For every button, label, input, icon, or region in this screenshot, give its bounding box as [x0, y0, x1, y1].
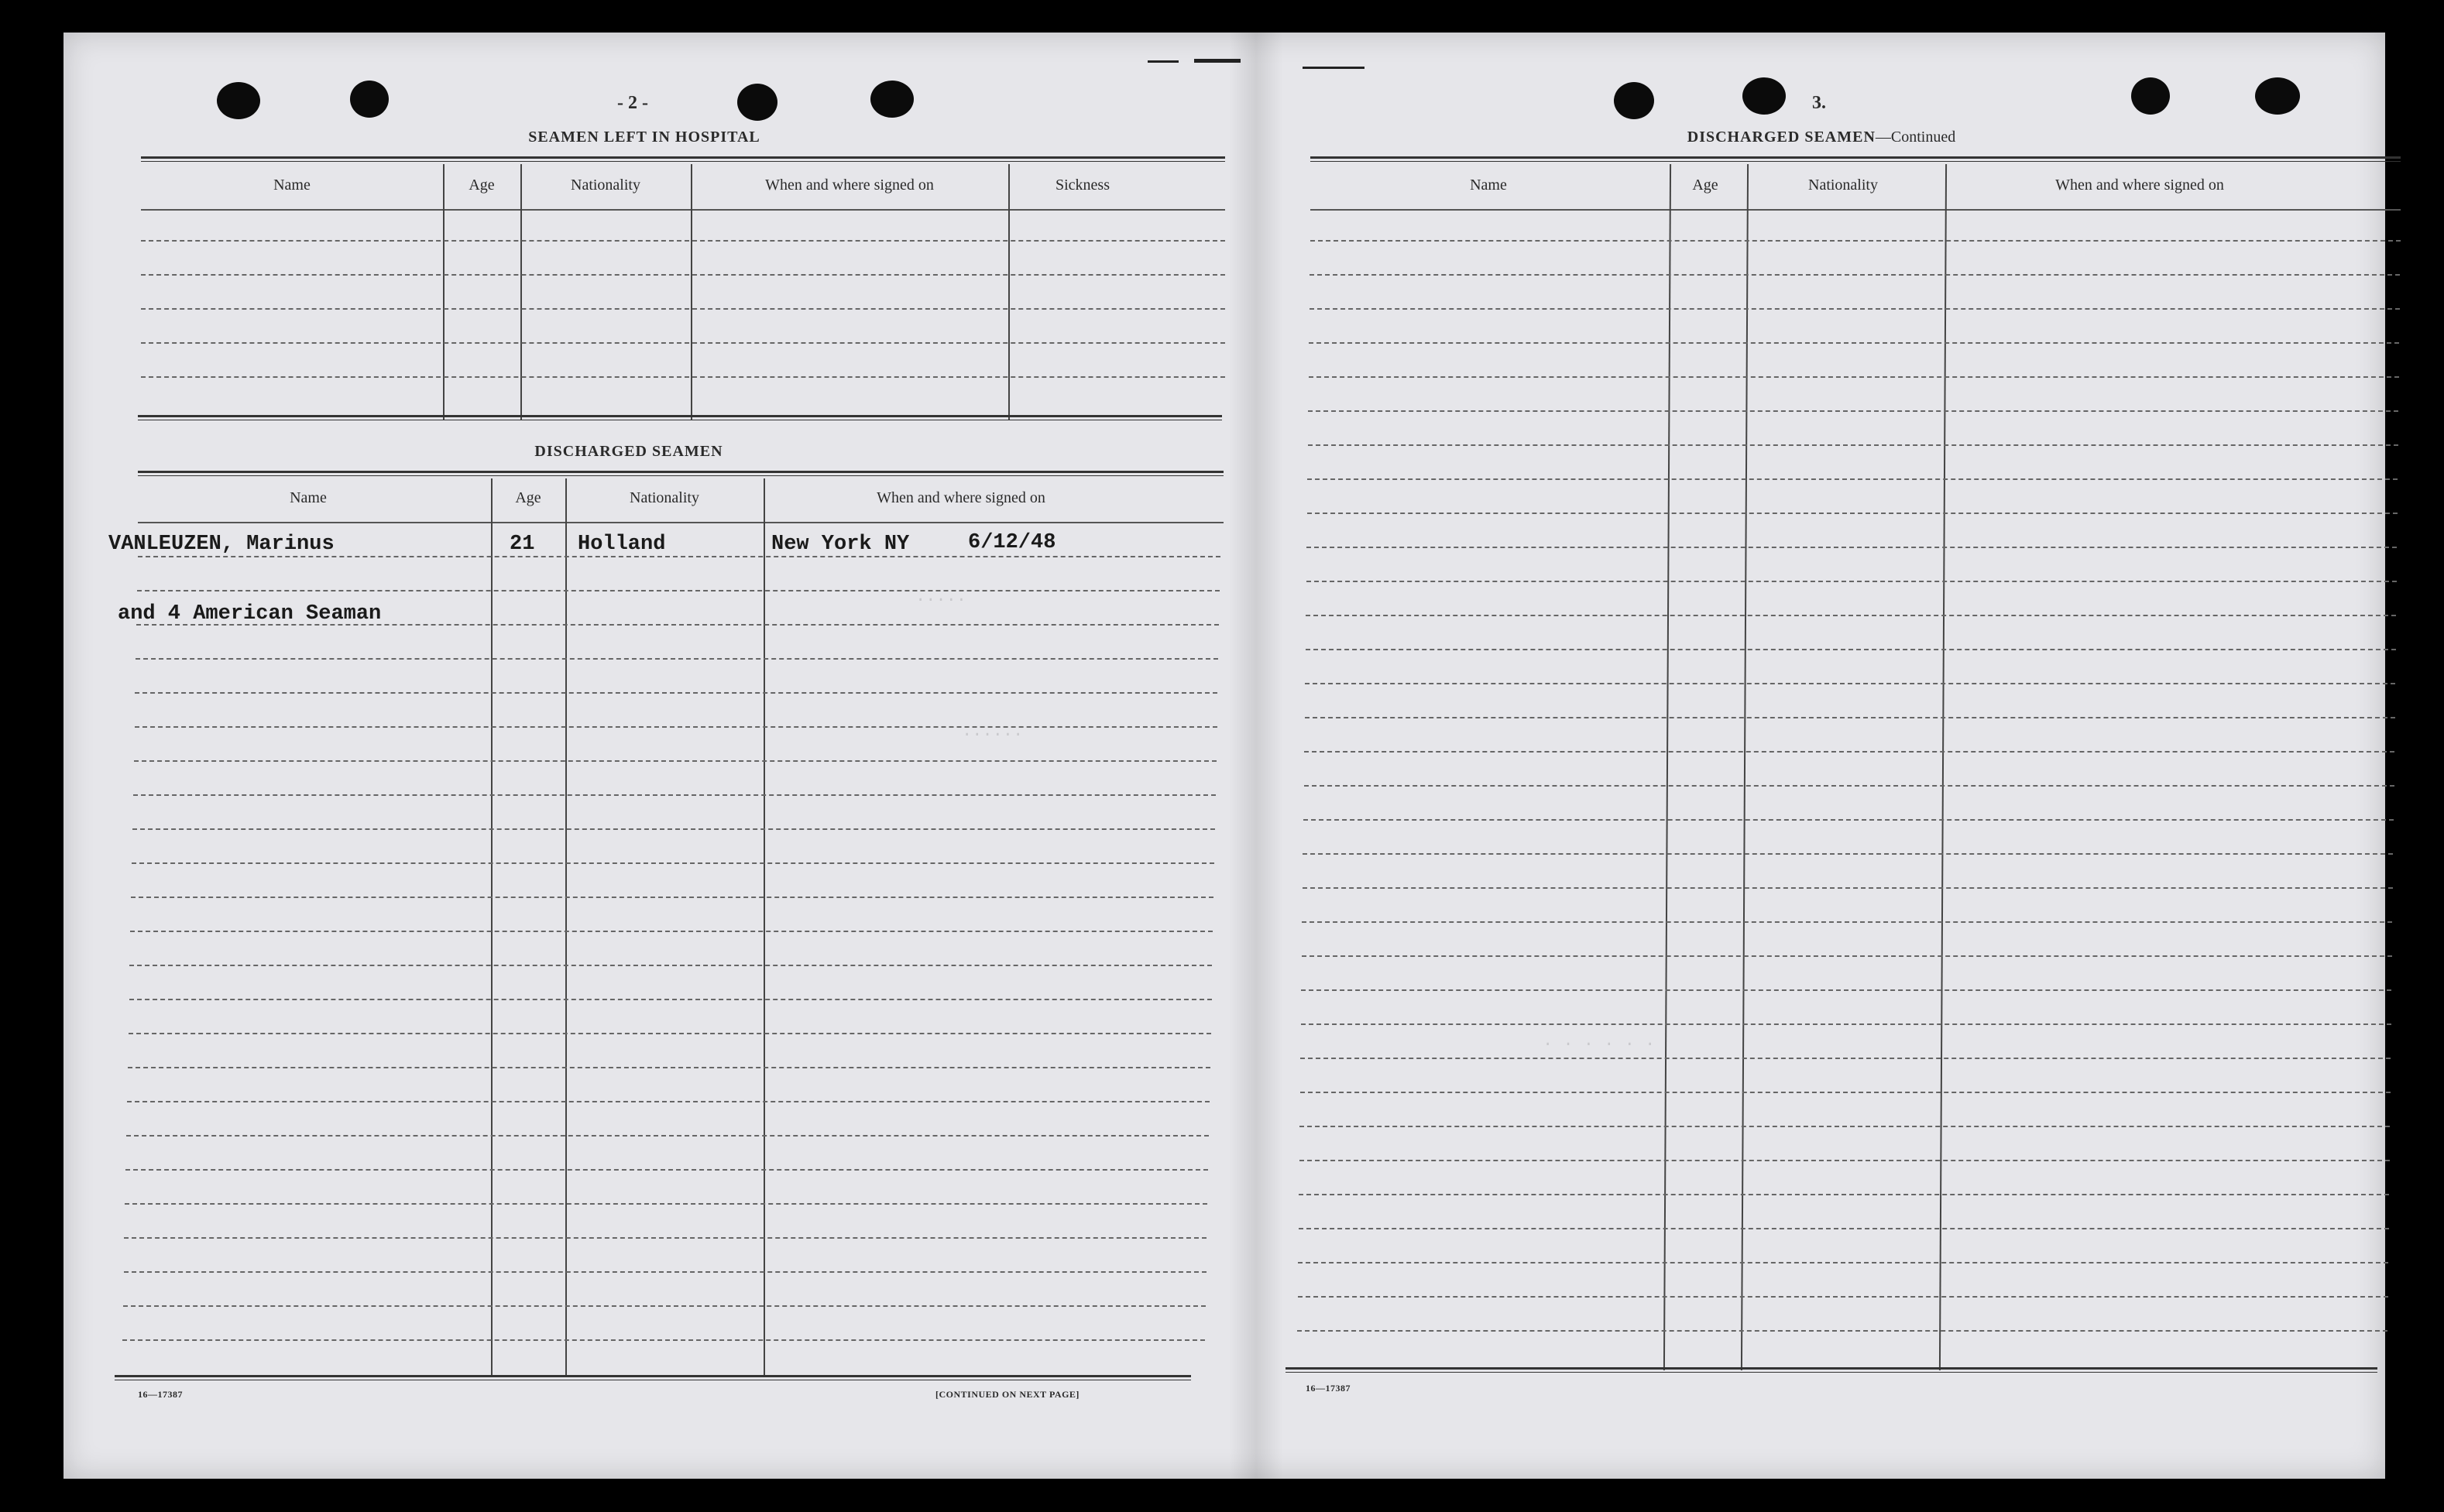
col-divider	[1939, 164, 1947, 1370]
row-line	[125, 1169, 1208, 1171]
row-line	[136, 624, 1219, 626]
row-line	[141, 342, 1225, 344]
col-header-nationality: Nationality	[630, 489, 699, 506]
row-line	[1299, 1160, 2390, 1161]
row-line	[141, 240, 1225, 242]
col-divider	[764, 478, 765, 1375]
row-line	[1306, 649, 2396, 650]
punch-hole	[350, 81, 389, 118]
row-line	[1307, 478, 2398, 480]
row-line	[1304, 785, 2394, 787]
page-number-left: - 2 -	[617, 93, 648, 113]
row-line	[1306, 615, 2396, 616]
seaman-age: 21	[510, 533, 535, 556]
row-line	[141, 274, 1225, 276]
punch-hole	[737, 84, 777, 121]
row-line	[1309, 342, 2399, 344]
row-line	[133, 794, 1216, 796]
row-line	[129, 1033, 1211, 1034]
row-line	[135, 692, 1217, 694]
row-line	[1298, 1262, 2388, 1263]
col-divider	[491, 478, 493, 1375]
row-line	[1310, 240, 2401, 242]
col-header-age: Age	[1692, 177, 1718, 194]
punch-hole	[2131, 77, 2170, 115]
col-divider	[520, 164, 522, 420]
row-line	[1298, 1296, 2388, 1298]
col-header-name: Name	[1470, 177, 1507, 194]
seaman-signed-place: New York NY	[771, 533, 910, 556]
table-top-rule	[141, 156, 1225, 162]
row-line	[1306, 581, 2397, 582]
row-line	[1302, 955, 2392, 957]
row-line	[135, 726, 1217, 728]
row-line	[1307, 513, 2398, 514]
form-number-left: 16—17387	[138, 1389, 183, 1400]
row-line	[1299, 1194, 2389, 1195]
col-divider	[1008, 164, 1010, 420]
bleed-through: .....	[915, 587, 967, 606]
row-line	[129, 999, 1212, 1000]
row-line	[122, 1339, 1205, 1341]
form-number-right: 16—17387	[1306, 1383, 1351, 1394]
row-line	[1301, 989, 2391, 991]
row-line	[131, 897, 1213, 898]
col-divider	[443, 164, 445, 420]
scan-mark	[1148, 60, 1179, 63]
hospital-title: SEAMEN LEFT IN HOSPITAL	[528, 129, 760, 146]
continued-note: [CONTINUED ON NEXT PAGE]	[935, 1389, 1080, 1400]
row-line	[138, 556, 1220, 557]
row-line	[1305, 717, 2395, 718]
row-line	[127, 1101, 1210, 1102]
table-bottom-rule	[1286, 1367, 2377, 1373]
punch-hole	[870, 81, 914, 118]
row-line	[1300, 1092, 2391, 1093]
row-line	[1299, 1228, 2389, 1229]
row-line	[1297, 1330, 2387, 1332]
table-top-rule	[1310, 156, 2401, 162]
scan-mark	[1303, 67, 1364, 69]
col-header-name: Name	[290, 489, 327, 506]
discharged-continued-title	[1581, 129, 2061, 146]
row-line	[1303, 819, 2394, 821]
table-bottom-rule	[115, 1375, 1191, 1380]
seaman-name: VANLEUZEN, Marinus	[108, 533, 335, 556]
row-line	[1304, 751, 2394, 753]
header-rule	[1310, 209, 2401, 211]
col-header-nationality: Nationality	[571, 177, 640, 194]
punch-hole	[2255, 77, 2300, 115]
row-line	[1301, 1023, 2391, 1025]
row-line	[1308, 410, 2398, 412]
row-line	[1303, 853, 2393, 855]
col-header-signed-on: When and where signed on	[2055, 177, 2224, 194]
row-line	[141, 376, 1225, 378]
row-line	[1303, 887, 2393, 889]
row-line	[123, 1305, 1206, 1307]
seaman-nationality: Holland	[578, 533, 666, 556]
col-header-age: Age	[469, 177, 495, 194]
row-line	[132, 862, 1214, 864]
row-line	[124, 1237, 1207, 1239]
punch-hole	[1614, 82, 1654, 119]
row-line	[125, 1203, 1207, 1205]
row-line	[141, 308, 1225, 310]
col-header-sickness: Sickness	[1056, 177, 1110, 194]
row-line	[1306, 547, 2397, 548]
header-rule	[138, 522, 1224, 523]
header-rule	[141, 209, 1225, 211]
row-line	[137, 590, 1220, 591]
table-top-rule	[138, 471, 1224, 476]
row-line	[126, 1135, 1209, 1137]
title-text: DISCHARGED SEAMEN	[1687, 129, 1876, 146]
row-line	[136, 658, 1218, 660]
col-divider	[1741, 164, 1749, 1370]
discharged-title: DISCHARGED SEAMEN	[534, 443, 723, 460]
row-line	[129, 965, 1212, 966]
col-divider	[565, 478, 567, 1375]
row-line	[1309, 376, 2399, 378]
additional-crew-note: and 4 American Seaman	[118, 602, 382, 626]
row-line	[1300, 1058, 2391, 1059]
scan-mark	[1194, 59, 1241, 63]
row-line	[1310, 274, 2400, 276]
col-header-name: Name	[273, 177, 311, 194]
center-fold	[1229, 33, 1283, 1479]
page-number-right: 3.	[1812, 93, 1826, 113]
col-header-signed-on: When and where signed on	[877, 489, 1045, 506]
row-line	[128, 1067, 1210, 1068]
col-header-nationality: Nationality	[1808, 177, 1878, 194]
title-suffix: —Continued	[1875, 129, 1956, 146]
row-line	[1302, 921, 2392, 923]
bleed-through: . . . . . .	[1543, 1031, 1656, 1051]
col-header-age: Age	[515, 489, 541, 506]
row-line	[1310, 308, 2400, 310]
table-bottom-rule	[138, 415, 1222, 420]
row-line	[130, 931, 1213, 932]
col-divider	[1663, 164, 1671, 1370]
punch-hole	[1742, 77, 1786, 115]
row-line	[134, 760, 1217, 762]
row-line	[1299, 1126, 2390, 1127]
bleed-through: ......	[962, 722, 1024, 741]
document-sheet	[64, 33, 2385, 1479]
row-line	[132, 828, 1215, 830]
col-divider	[691, 164, 692, 420]
seaman-signed-date: 6/12/48	[968, 531, 1056, 554]
row-line	[1308, 444, 2398, 446]
col-header-signed-on: When and where signed on	[765, 177, 934, 194]
row-line	[1305, 683, 2395, 684]
row-line	[124, 1271, 1207, 1273]
punch-hole	[217, 82, 260, 119]
